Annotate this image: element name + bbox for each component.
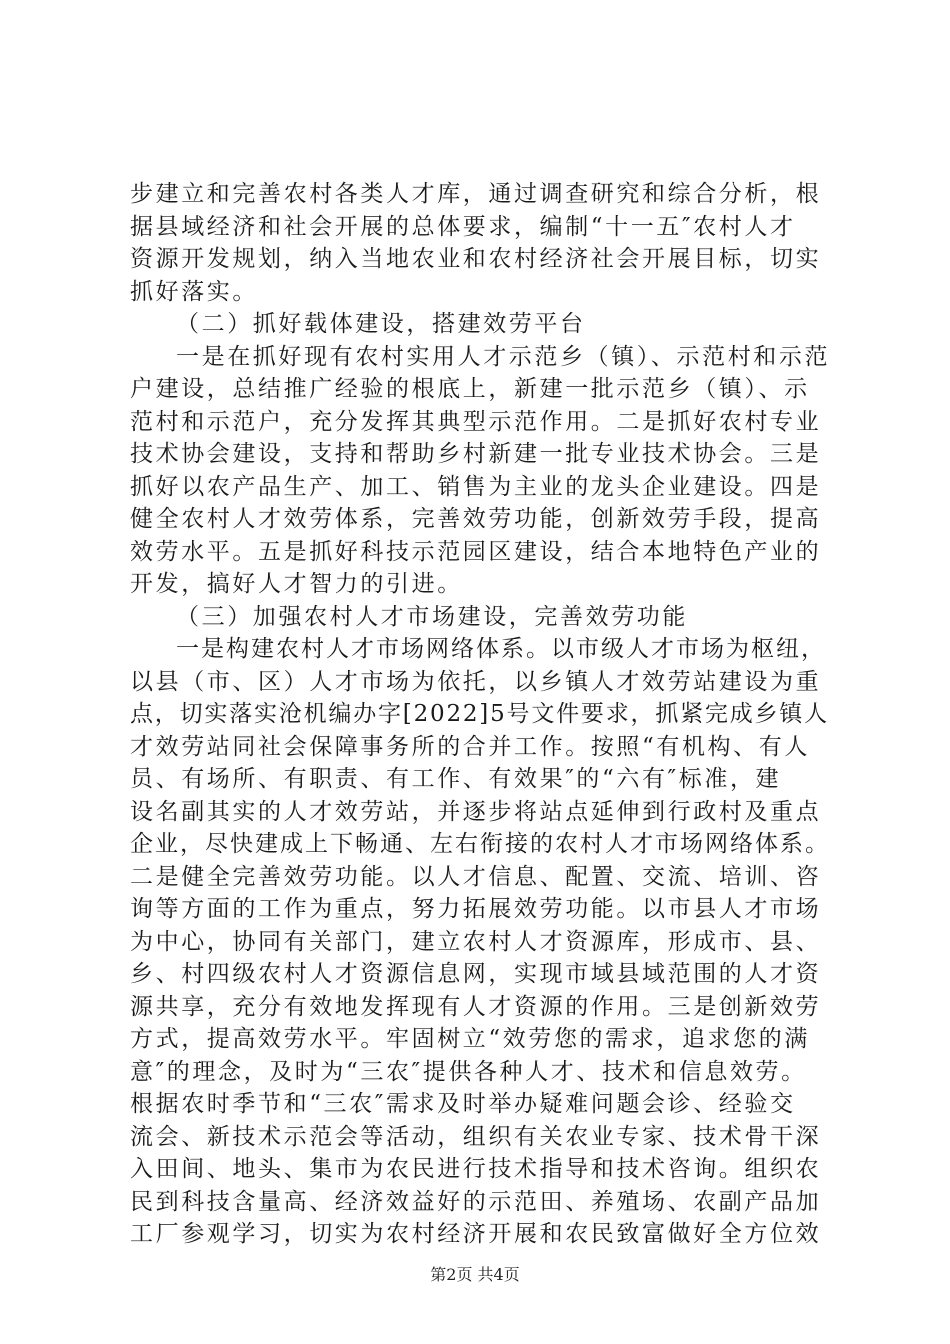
text-line: 点，切实落实沧机编办字[2022]5号文件要求，抓紧完成乡镇人 xyxy=(130,701,829,727)
text-line: 民到科技含量高、经济效益好的示范田、养殖场、农副产品加 xyxy=(130,1188,822,1215)
text-line: 工厂参观学习，切实为农村经济开展和农民致富做好全方位效 xyxy=(130,1221,822,1247)
text-line: 户建设，总结推广经验的根底上，新建一批示范乡（镇）、示 xyxy=(130,376,810,402)
section-heading: （三）加强农村人才市场建设，完善效劳功能 xyxy=(176,603,688,630)
text-line: 抓好落实。 xyxy=(130,278,258,305)
text-line: 效劳水平。五是抓好科技示范园区建设，结合本地特色产业的 xyxy=(130,538,822,565)
text-line: 员、有场所、有职责、有工作、有效果″的“六有″标准，建 xyxy=(130,766,782,792)
text-line: 一是构建农村人才市场网络体系。以市级人才市场为枢纽， xyxy=(176,636,826,662)
page-number-footer: 第2页 共4页 xyxy=(430,1265,520,1284)
text-line: 为中心，协同有关部门，建立农村人才资源库，形成市、县、 xyxy=(130,928,822,955)
text-line: 意″的理念，及时为“三农″提供各种人才、技术和信息效劳。 xyxy=(130,1058,807,1085)
text-line: 开发，搞好人才智力的引进。 xyxy=(130,571,463,597)
text-line: 方式，提高效劳水平。牢固树立“效劳您的需求，追求您的满 xyxy=(130,1026,810,1052)
text-line: 企业，尽快建成上下畅通、左右衔接的农村人才市场网络体系。 xyxy=(130,831,830,857)
text-line: 步建立和完善农村各类人才库，通过调查研究和综合分析，根 xyxy=(130,181,822,207)
document-body xyxy=(130,178,830,1251)
text-line: 流会、新技术示范会等活动，组织有关农业专家、技术骨干深 xyxy=(130,1123,822,1150)
text-line: 设名副其实的人才效劳站，并逐步将站点延伸到行政村及重点 xyxy=(130,798,822,825)
text-line: 范村和示范户，充分发挥其典型示范作用。二是抓好农村专业 xyxy=(130,408,822,435)
section-heading: （二）抓好载体建设，搭建效劳平台 xyxy=(176,311,586,337)
text-line: 据县域经济和社会开展的总体要求，编制“十一五″农村人才 xyxy=(130,213,796,240)
text-line: 询等方面的工作为重点，努力拓展效劳功能。以市县人才市场 xyxy=(130,896,822,922)
text-line: 资源开发规划，纳入当地农业和农村经济社会开展目标，切实 xyxy=(130,246,822,272)
text-line: 二是健全完善效劳功能。以人才信息、配置、交流、培训、咨 xyxy=(130,863,822,890)
text-line: 抓好以农产品生产、加工、销售为主业的龙头企业建设。四是 xyxy=(130,473,822,500)
text-line: 健全农村人才效劳体系，完善效劳功能，创新效劳手段，提高 xyxy=(130,506,822,532)
text-line: 技术协会建设，支持和帮助乡村新建一批专业技术协会。三是 xyxy=(130,441,822,467)
text-line: 一是在抓好现有农村实用人才示范乡（镇）、示范村和示范 xyxy=(176,343,831,370)
text-line: 以县（市、区）人才市场为依托，以乡镇人才效劳站建设为重 xyxy=(130,668,822,695)
text-line: 源共享，充分有效地发挥现有人才资源的作用。三是创新效劳 xyxy=(130,993,822,1020)
text-line: 乡、村四级农村人才资源信息网，实现市域县域范围的人才资 xyxy=(130,961,822,987)
text-line: 入田间、地头、集市为农民进行技术指导和技术咨询。组织农 xyxy=(130,1156,822,1182)
text-line: 才效劳站同社会保障事务所的合并工作。按照“有机构、有人 xyxy=(130,733,810,760)
text-line: 根据农时季节和“三农″需求及时举办疑难问题会诊、经验交 xyxy=(130,1091,796,1117)
